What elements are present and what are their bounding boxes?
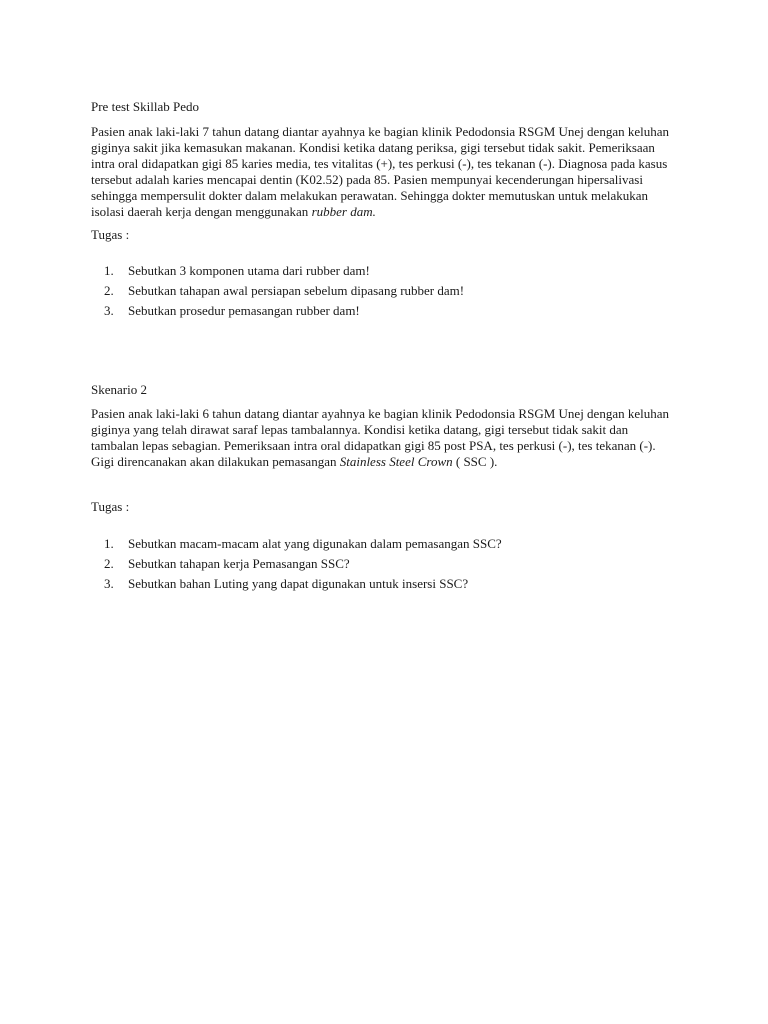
list-number: 1. (104, 263, 114, 278)
list-text: Sebutkan bahan Luting yang dapat digunakan untuk insersi SSC? (128, 576, 469, 591)
section2-task-list (91, 536, 691, 596)
section1-paragraph (91, 124, 691, 220)
list-text: Sebutkan macam-macam alat yang digunakan dalam pemasangan SSC? (128, 536, 502, 551)
list-item (91, 576, 691, 596)
section2-title: Skenario 2 (91, 382, 147, 397)
paragraph-line: Pasien anak laki-laki 7 tahun datang diantar ayahnya ke bagian klinik Pedodonsia RSGM Unej dengan keluhan (91, 124, 669, 139)
section1-tugas-label: Tugas : (91, 227, 130, 242)
list-item (91, 556, 691, 576)
paragraph-line: tersebut adalah karies mencapai dentin (K02.52) pada 85. Pasien mempunyai kecenderungan hipersalivasi (91, 172, 643, 187)
list-item (91, 536, 691, 556)
list-number: 3. (104, 303, 114, 318)
paragraph-text: ( SSC ). (452, 454, 498, 469)
paragraph-line: giginya sakit jika kemasukan makanan. Kondisi ketika datang periksa, gigi tersebut tidak sakit. Pemeriksaan (91, 140, 655, 155)
paragraph-line: intra oral didapatkan gigi 85 karies media, tes vitalitas (+), tes perkusi (-), tes tekanan (-). Diagnosa pada kasus (91, 156, 668, 171)
list-item (91, 303, 691, 323)
paragraph-text: isolasi daerah kerja dengan menggunakan (91, 204, 312, 219)
italic-term: rubber dam. (311, 204, 376, 219)
section2-tugas-label: Tugas : (91, 499, 130, 514)
list-number: 2. (104, 283, 114, 298)
paragraph-line: sehingga mempersulit dokter dalam melakukan perawatan. Sehingga dokter memutuskan untuk melakukan (91, 188, 649, 203)
section1-task-list (91, 263, 691, 323)
paragraph-text: Gigi direncanakan akan dilakukan pemasangan (91, 454, 340, 469)
list-text: Sebutkan 3 komponen utama dari rubber dam! (128, 263, 370, 278)
paragraph-line: giginya yang telah dirawat saraf lepas tambalannya. Kondisi ketika datang, gigi tersebut tidak sakit dan (91, 422, 629, 437)
list-text: Sebutkan tahapan kerja Pemasangan SSC? (128, 556, 350, 571)
paragraph-line-last (91, 204, 691, 220)
list-number: 2. (104, 556, 114, 571)
list-text: Sebutkan tahapan awal persiapan sebelum dipasang rubber dam! (128, 283, 465, 298)
italic-term: Stainless Steel Crown (339, 454, 453, 469)
paragraph-line-last (91, 454, 691, 470)
list-number: 3. (104, 576, 114, 591)
list-item (91, 263, 691, 283)
paragraph-line: tambalan lepas sebagian. Pemeriksaan intra oral didapatkan gigi 85 post PSA, tes perkusi (-), tes tekanan (-). (91, 438, 656, 453)
section1-title: Pre test Skillab Pedo (91, 99, 199, 114)
list-number: 1. (104, 536, 114, 551)
list-text: Sebutkan prosedur pemasangan rubber dam! (128, 303, 360, 318)
paragraph-line: Pasien anak laki-laki 6 tahun datang diantar ayahnya ke bagian klinik Pedodonsia RSGM Unej dengan keluhan (91, 406, 669, 421)
section2-paragraph (91, 406, 691, 470)
list-item (91, 283, 691, 303)
